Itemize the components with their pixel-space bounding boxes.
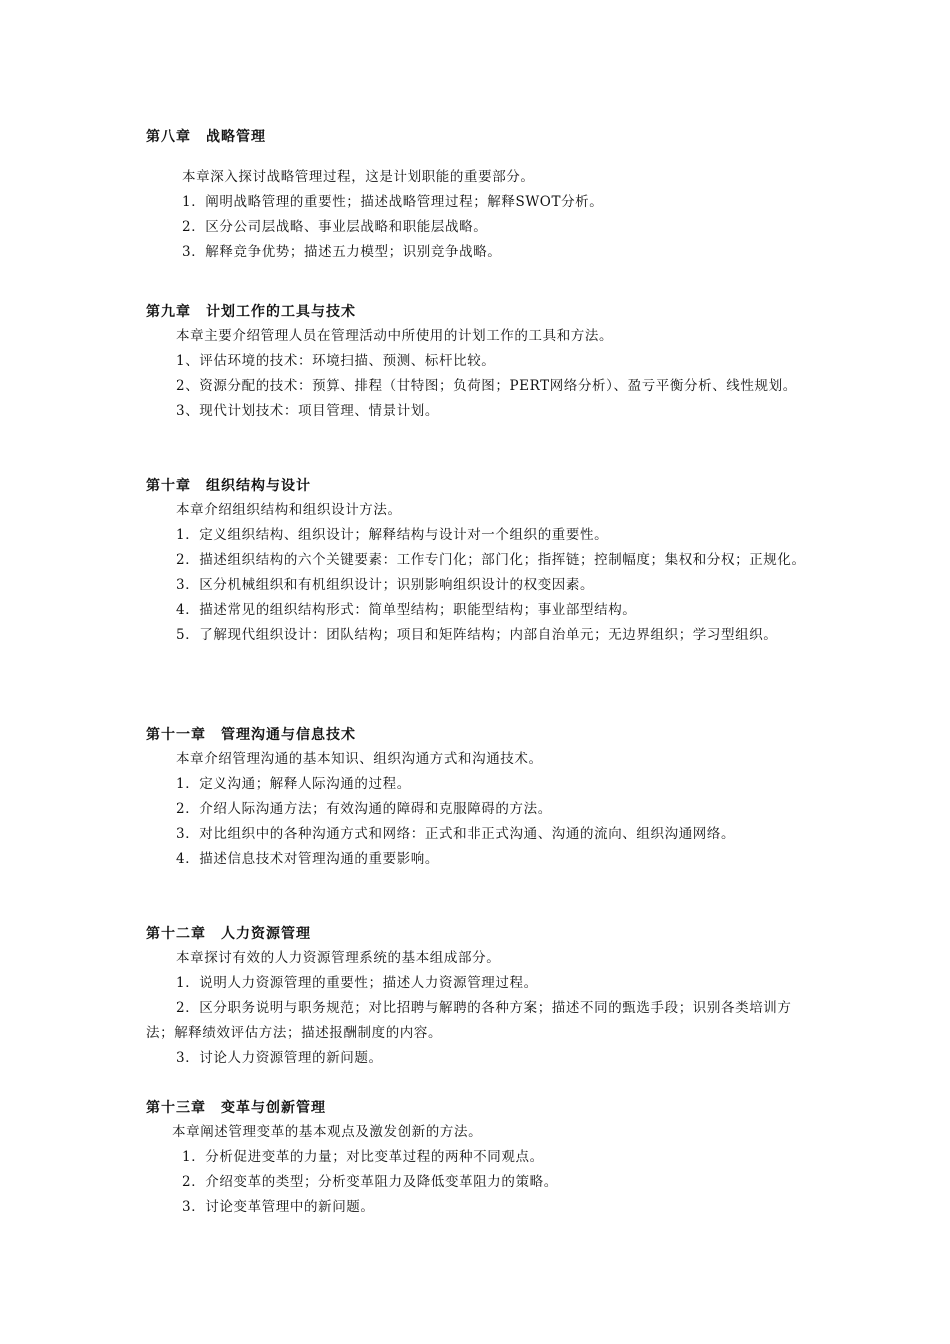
- chapter-11-section: [146, 725, 810, 872]
- chapter-10-item-4: 4．描述常见的组织结构形式：简单型结构；职能型结构；事业部型结构。: [176, 602, 637, 618]
- chapter-9-section: [146, 302, 810, 424]
- chapter-11-title: 第十一章 管理沟通与信息技术: [146, 727, 356, 743]
- chapter-12-intro: 本章探讨有效的人力资源管理系统的基本组成部分。: [176, 950, 501, 966]
- chapter-10-item-3: 3．区分机械组织和有机组织设计；识别影响组织设计的权变因素。: [176, 577, 595, 593]
- chapter-12-section: [146, 924, 810, 1071]
- chapter-13-section: [146, 1098, 810, 1220]
- chapter-11-item-3: 3．对比组织中的各种沟通方式和网络：正式和非正式沟通、沟通的流向、组织沟通网络。: [176, 826, 736, 842]
- chapter-13-item-3: 3．讨论变革管理中的新问题。: [182, 1199, 375, 1215]
- chapter-10-intro: 本章介绍组织结构和组织设计方法。: [176, 502, 402, 518]
- chapter-12-item-2: 2．区分职务说明与职务规范；对比招聘与解聘的各种方案；描述不同的甄选手段；识别各类培训方法；解释绩效评估方法；描述报酬制度的内容。: [146, 1000, 792, 1041]
- chapter-13-title: 第十三章 变革与创新管理: [146, 1100, 326, 1116]
- chapter-10-section: [146, 476, 810, 648]
- chapter-9-item-1: 1、评估环境的技术：环境扫描、预测、标杆比较。: [176, 353, 496, 369]
- chapter-9-item-3: 3、现代计划技术：项目管理、情景计划。: [176, 403, 439, 419]
- chapter-10-title: 第十章 组织结构与设计: [146, 478, 311, 494]
- chapter-8-item-2: 2．区分公司层战略、事业层战略和职能层战略。: [182, 219, 488, 235]
- chapter-13-intro: 本章阐述管理变革的基本观点及激发创新的方法。: [172, 1124, 483, 1140]
- chapter-11-item-4: 4．描述信息技术对管理沟通的重要影响。: [176, 851, 439, 867]
- chapter-11-item-1: 1．定义沟通；解释人际沟通的过程。: [176, 776, 411, 792]
- chapter-8-title: 第八章 战略管理: [146, 129, 266, 145]
- chapter-12-item-3: 3．讨论人力资源管理的新问题。: [176, 1050, 383, 1066]
- chapter-10-item-1: 1．定义组织结构、组织设计；解释结构与设计对一个组织的重要性。: [176, 527, 609, 543]
- chapter-8-item-1: 1．阐明战略管理的重要性；描述战略管理过程；解释SWOT分析。: [182, 194, 604, 210]
- chapter-11-intro: 本章介绍管理沟通的基本知识、组织沟通方式和沟通技术。: [176, 751, 543, 767]
- chapter-12-title: 第十二章 人力资源管理: [146, 926, 311, 942]
- chapter-10-item-2: 2．描述组织结构的六个关键要素：工作专门化；部门化；指挥链；控制幅度；集权和分权；正规化。: [176, 552, 806, 568]
- chapter-8-item-3: 3．解释竞争优势；描述五力模型；识别竞争战略。: [182, 244, 502, 260]
- chapter-9-item-2: 2、资源分配的技术：预算、排程（甘特图；负荷图；PERT网络分析）、盈亏平衡分析、线性规划。: [176, 378, 797, 394]
- chapter-13-item-1: 1．分析促进变革的力量；对比变革过程的两种不同观点。: [182, 1149, 544, 1165]
- chapter-9-intro: 本章主要介绍管理人员在管理活动中所使用的计划工作的工具和方法。: [176, 328, 614, 344]
- chapter-12-item-1: 1．说明人力资源管理的重要性；描述人力资源管理过程。: [176, 975, 538, 991]
- chapter-10-item-5: 5．了解现代组织设计：团队结构；项目和矩阵结构；内部自治单元；无边界组织；学习型组织。: [176, 627, 778, 643]
- chapter-8-section: [146, 127, 810, 265]
- chapter-9-title: 第九章 计划工作的工具与技术: [146, 304, 356, 320]
- chapter-11-item-2: 2．介绍人际沟通方法；有效沟通的障碍和克服障碍的方法。: [176, 801, 552, 817]
- chapter-8-intro: 本章深入探讨战略管理过程，这是计划职能的重要部分。: [182, 169, 535, 185]
- chapter-13-item-2: 2．介绍变革的类型；分析变革阻力及降低变革阻力的策略。: [182, 1174, 558, 1190]
